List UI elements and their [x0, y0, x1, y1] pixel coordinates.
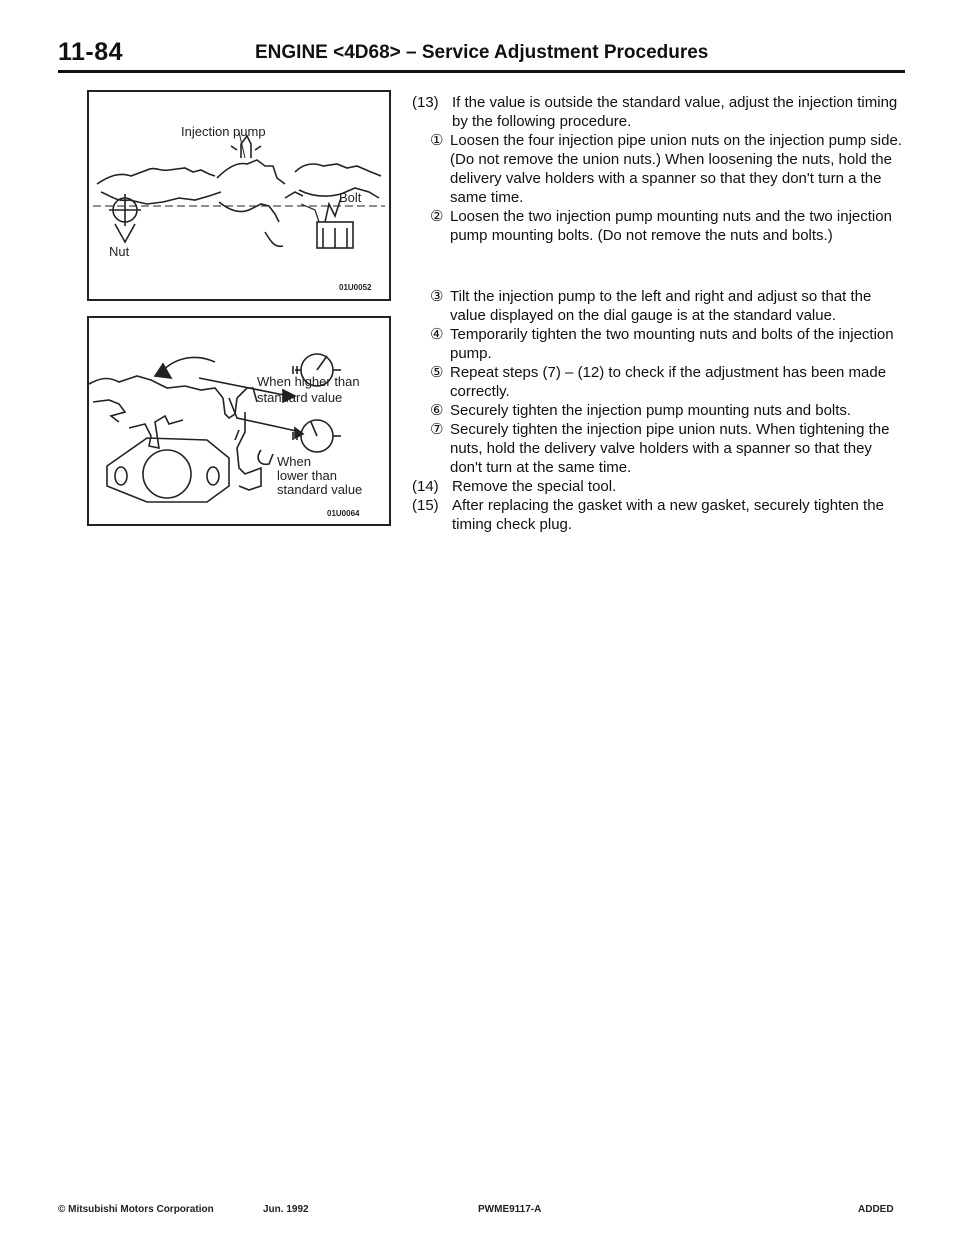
step-13	[412, 93, 908, 131]
substep-marker: ⑥	[430, 402, 444, 419]
label-when-lower-1: When	[277, 454, 311, 469]
page-header	[58, 38, 903, 74]
spacer	[412, 245, 908, 287]
step-text: After replacing the gasket with a new gasket, securely tighten the timing check plug.	[452, 497, 884, 533]
label-nut: Nut	[109, 244, 130, 259]
substep-text: Tilt the injection pump to the left and right and adjust so that the value displayed on the dial gauge is at the standard value.	[450, 288, 872, 324]
figure-injection-pump	[87, 90, 391, 301]
step-number: (15)	[412, 497, 439, 514]
page-title: ENGINE <4D68> – Service Adjustment Procedures	[255, 42, 709, 63]
substep-5	[412, 363, 908, 401]
step-14	[412, 477, 908, 496]
substep-4	[412, 325, 908, 363]
substep-3	[412, 287, 908, 325]
publication-date: Jun. 1992	[263, 1204, 309, 1215]
label-injection-pump: Injection pump	[181, 124, 266, 139]
substep-text: Securely tighten the injection pipe union nuts. When tightening the nuts, hold the delivery valve holders with a spanner so that they don't turn at the same time.	[450, 421, 890, 476]
label-when-higher: When higher than standard value	[257, 374, 360, 405]
substep-text: Loosen the two injection pump mounting nuts and the two injection pump mounting bolts. (Do not remove the nuts and bolts.)	[450, 208, 892, 244]
figure-code: 01U0064	[327, 509, 360, 518]
label-when-lower-2: lower than	[277, 468, 337, 483]
procedure-text	[412, 93, 908, 534]
substep-7	[412, 420, 908, 477]
substep-marker: ④	[430, 326, 444, 343]
step-text: If the value is outside the standard value, adjust the injection timing by the following procedure.	[452, 94, 898, 130]
substep-2	[412, 207, 908, 245]
step-number: (14)	[412, 478, 439, 495]
step-15	[412, 496, 908, 534]
substep-1	[412, 131, 908, 207]
page-number: 11-84	[58, 38, 124, 66]
substep-marker: ③	[430, 288, 444, 305]
substep-text: Temporarily tighten the two mounting nuts and bolts of the injection pump.	[450, 326, 894, 362]
header-divider	[58, 70, 905, 73]
substep-marker: ⑦	[430, 421, 444, 438]
substep-text: Repeat steps (7) – (12) to check if the adjustment has been made correctly.	[450, 364, 887, 400]
step-text: Remove the special tool.	[452, 478, 617, 495]
figure-code: 01U0052	[339, 283, 372, 292]
label-when-lower-3: standard value	[277, 482, 363, 497]
label-bolt: Bolt	[339, 190, 362, 205]
step-number: (13)	[412, 94, 439, 111]
figure-dial-gauge-adjustment	[87, 316, 391, 526]
substep-marker: ⑤	[430, 364, 444, 381]
status-label: ADDED	[858, 1204, 894, 1215]
substep-marker: ①	[430, 132, 444, 149]
document-code: PWME9117-A	[478, 1204, 542, 1215]
substep-marker: ②	[430, 208, 444, 225]
substep-text: Securely tighten the injection pump mounting nuts and bolts.	[450, 402, 852, 419]
substep-text: Loosen the four injection pipe union nuts on the injection pump side. (Do not remove the union nuts.) When loosening the nuts, hold the delivery valve holders with a spanner so that they don't turn a the same time.	[450, 132, 902, 206]
substep-6	[412, 401, 908, 420]
copyright: © Mitsubishi Motors Corporation	[58, 1204, 214, 1215]
